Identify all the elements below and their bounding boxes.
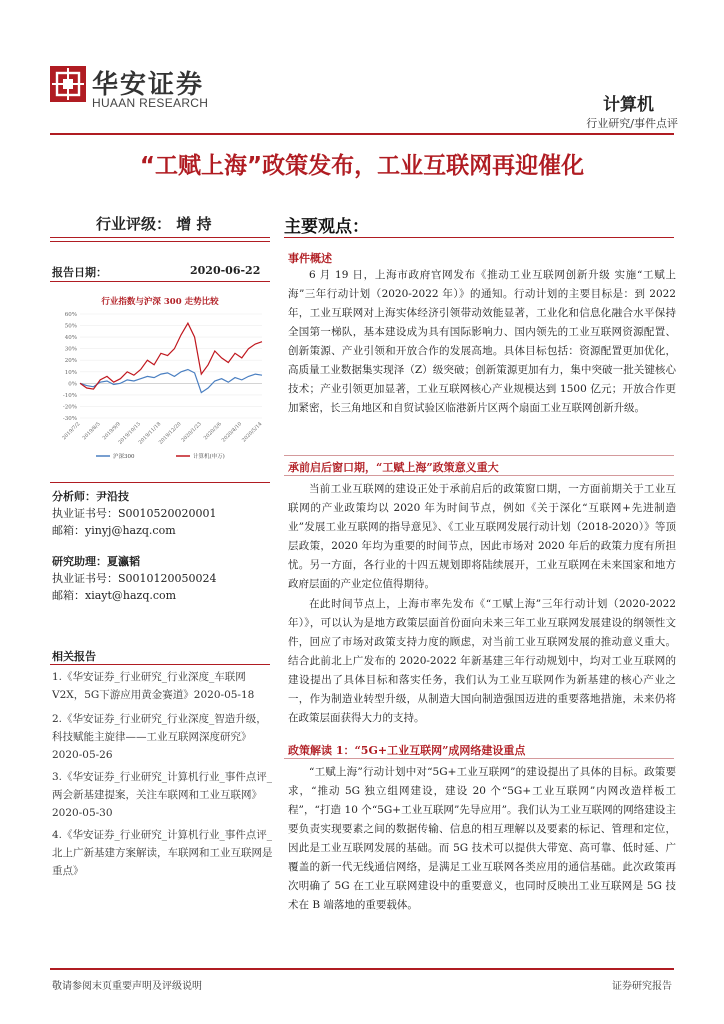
industry-rating: 行业评级： 增 持 bbox=[96, 215, 212, 233]
rating-divider-2 bbox=[50, 241, 270, 242]
chart-divider bbox=[50, 482, 270, 483]
chart-series-line bbox=[80, 370, 262, 393]
related-divider bbox=[50, 664, 270, 665]
chart-legend-label: 计算机(申万) bbox=[193, 454, 225, 460]
section-heading: 事件概述 bbox=[288, 252, 332, 265]
section-divider bbox=[284, 475, 674, 476]
analyst-email: 邮箱：yinyj@hazq.com bbox=[52, 524, 176, 537]
chart-x-tick-label: 2019/10/15 bbox=[117, 421, 143, 446]
chart-x-tick-label: 2019/9/9 bbox=[101, 421, 122, 442]
chart-y-tick-label: -10% bbox=[62, 392, 77, 399]
chart-y-tick-label: 50% bbox=[64, 323, 77, 330]
chart-y-tick-label: -30% bbox=[62, 416, 77, 422]
report-type: 行业研究/事件点评 bbox=[586, 117, 678, 130]
chart-svg bbox=[50, 290, 270, 468]
assistant-name: 研究助理：夏瀛韬 bbox=[52, 555, 140, 568]
chart-legend bbox=[96, 452, 225, 460]
section-paragraph: 6 月 19 日，上海市政府官网发布《推动工业互联网创新升级 实施“工赋上海”三年行动计划（2020-2022 年）》的通知。行动计划的主要目标是：到 2022 年，工业互联网对上海实体经济引领带动效能显著，工业化和信息化融合水平保持全国第一梯队，基本建设成为具有国际影响力、国内领先的工业互联网资源配置、创新策源、产业引领和开放合作的发展高地。具体目标包括：资源配置更加优化，高质量工业数据集实现泽（Z）级突破；创新策源更加有力，集中突破一批关键核心技术；产业引领更加显著，工业互联网核心产业规模达到 1500 亿元；开放合作更加紧密，长三角地区和自贸试验区临港新片区两个扇面工业互联网创新升级。 bbox=[288, 269, 676, 414]
chart-x-tick-label: 2019/11/18 bbox=[137, 421, 163, 446]
logo-text-cn: 华安证券 bbox=[92, 70, 205, 100]
key-points-divider bbox=[284, 237, 674, 238]
header-divider bbox=[50, 133, 674, 135]
footer-disclaimer[interactable]: 敬请参阅末页重要声明及评级说明 bbox=[52, 981, 202, 992]
section-divider bbox=[284, 455, 674, 456]
chart-x-ticks bbox=[61, 421, 263, 446]
report-title: “工赋上海”政策发布，工业互联网再迎催化 bbox=[139, 153, 585, 179]
chart-series bbox=[80, 323, 262, 392]
chart-y-tick-label: 60% bbox=[64, 312, 77, 318]
chart-x-tick-label: 2019/12/20 bbox=[157, 421, 183, 446]
section-paragraph: 在此时间节点上，上海市率先发布《“工赋上海”三年行动计划（2020-2022 年）》，可以认为是地方政策层面首份面向未来三年工业互联网发展建设的纲领性文件，回应了市场对政策支持力度的顾虑，对当前工业互联网发展的推动意义重大。结合此前北上广发布的 2020-2022 年新基建三年行动规划中，均对工业互联网的建设提出了具体目标和落实任务，我们认为工业互联网作为新基建的核心产业之一，作为制造业转型升级，从制造大国向制造强国迈进的重要落地措施，未来仍将在政策层面获得大力的支持。 bbox=[288, 598, 676, 724]
chart-title: 行业指数与沪深 300 走势比较 bbox=[101, 297, 219, 307]
related-report-item[interactable]: 3.《华安证券_行业研究_计算机行业_事件点评_两会新基建提案，关注车联网和工业互联网》2020-05-30 bbox=[52, 771, 273, 819]
report-date: 2020-06-22 bbox=[190, 264, 261, 277]
chart-x-tick-label: 2020/3/6 bbox=[202, 421, 223, 442]
report-date-label: 报告日期： bbox=[52, 266, 107, 279]
chart-x-tick-label: 2019/8/5 bbox=[81, 421, 102, 442]
chart-y-tick-label: -20% bbox=[62, 404, 77, 411]
chart-y-tick-label: 10% bbox=[64, 369, 77, 376]
logo-mark bbox=[50, 66, 86, 102]
chart-x-tick-label: 2020/1/23 bbox=[180, 421, 203, 444]
assistant-email: 邮箱：xiayt@hazq.com bbox=[52, 589, 177, 602]
chart-y-tick-label: 0% bbox=[68, 381, 77, 388]
footer-label: 证券研究报告 bbox=[612, 981, 672, 992]
chart-y-ticks bbox=[63, 312, 77, 422]
analyst-name: 分析师：尹沿技 bbox=[52, 490, 129, 503]
assistant-cert: 执业证书号：S0010120050024 bbox=[52, 572, 217, 585]
chart-y-tick-label: 20% bbox=[64, 358, 77, 365]
chart-x-tick-label: 2020/4/10 bbox=[220, 421, 244, 444]
section-heading: 承前启后窗口期，“工赋上海”政策意义重大 bbox=[288, 461, 499, 474]
chart-x-tick-label: 2019/7/2 bbox=[61, 421, 82, 442]
rating-divider bbox=[50, 237, 270, 238]
section-divider bbox=[284, 758, 674, 759]
analyst-cert: 执业证书号：S0010520020001 bbox=[52, 507, 217, 520]
related-report-item[interactable]: 1.《华安证券_行业研究_行业深度_车联网V2X，5G下游应用黄金赛道》2020-05-18 bbox=[52, 671, 255, 701]
section-paragraph: 当前工业互联网的建设正处于承前启后的政策窗口期，一方面前期关于工业互联网的产业政策均以 2020 年为时间节点，例如《关于深化“互联网+先进制造业”发展工业互联网的指导意见》、《工业互联网发展行动计划（2018-2020）》等顶层政策，2020 年均为重要的时间节点，因此市场对 2020 年后的政策力度有所担忧。另一方面，各行业的十四五规划即将陆续展开，工业互联网在未来国家和地方政府层面的产业定位值得期待。 bbox=[288, 483, 676, 590]
related-reports-title: 相关报告 bbox=[52, 650, 96, 663]
index-comparison-chart bbox=[50, 290, 270, 468]
section-paragraph: “工赋上海”行动计划中对“5G+工业互联网”的建设提出了具体的目标。政策要求，“推动 5G 独立组网建设，建设 20 个“5G+工业互联网”内网改造样板工程”，“打造 10 个“5G+工业互联网”先导应用”。我们认为工业互联网的网络建设主要负责实现要素之间的数据传输、信息的相互理解以及要素的标记、管理和定位，因此是工业互联网发展的基础。而 5G 技术可以提供大带宽、高可靠、低时延、广覆盖的新一代无线通信网络，是满足工业互联网各类应用的通信基础。此次政策再次明确了 5G 在工业互联网建设中的重要意义，也同时反映出工业互联网是 5G 技术在 B 端落地的重要载体。 bbox=[288, 766, 676, 911]
chart-legend-label: 沪深300 bbox=[113, 454, 135, 460]
section-heading: 政策解读 1：“5G+工业互联网”成网络建设重点 bbox=[288, 744, 526, 757]
chart-series-line bbox=[80, 323, 262, 389]
chart-x-tick-label: 2020/5/14 bbox=[241, 421, 264, 444]
logo-text-en: HUAAN RESEARCH bbox=[92, 96, 209, 110]
related-report-item[interactable]: 4.《华安证券_行业研究_计算机行业_事件点评_北上广新基建方案解读，车联网和工业互联网是重点》 bbox=[52, 829, 273, 877]
key-points-heading: 主要观点： bbox=[284, 217, 369, 237]
related-report-item[interactable]: 2.《华安证券_行业研究_行业深度_智造升级，科技赋能主旋律——工业互联网深度研究》2020-05-26 bbox=[52, 713, 267, 761]
sector-label: 计算机 bbox=[603, 95, 654, 115]
footer-divider bbox=[50, 968, 674, 970]
chart-grid bbox=[80, 314, 262, 418]
chart-y-tick-label: 40% bbox=[64, 335, 77, 342]
date-divider bbox=[50, 281, 270, 282]
chart-y-tick-label: 30% bbox=[64, 346, 77, 353]
